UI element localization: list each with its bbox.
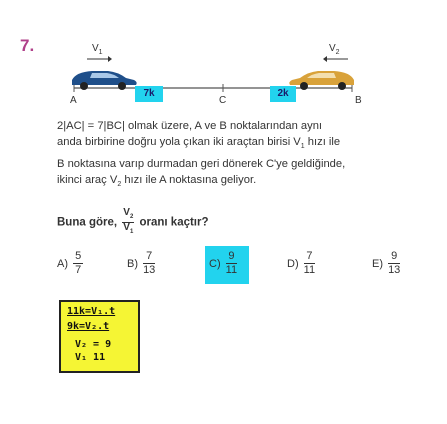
ratio-numerator (122, 208, 134, 223)
car-right-icon (289, 71, 354, 90)
option-e-letter: E) (372, 257, 383, 270)
option-d-den: 11 (303, 264, 316, 276)
question-number: 7. (20, 36, 35, 55)
problem-line-4-a: ikinci araç V (57, 174, 118, 187)
option-d[interactable] (287, 250, 315, 277)
question-stem (57, 208, 209, 237)
note-line-4: V₁ 11 (75, 352, 106, 363)
road-diagram (62, 62, 362, 98)
v1-letter: V (92, 43, 99, 54)
problem-line-1: 2|AC| = 7|BC| olmak üzere, A ve B noktalarından aynı (57, 120, 323, 132)
ratio-num-sub: 2 (129, 214, 134, 220)
segment-cb-note: 2k (270, 86, 296, 102)
v1-subscript: 1 (98, 49, 103, 56)
option-c[interactable] (205, 246, 249, 284)
note-line-3: V₂ = 9 (75, 339, 112, 350)
option-c-letter: C) (209, 257, 221, 270)
option-d-letter: D) (287, 257, 299, 270)
car-left-icon (72, 71, 137, 90)
problem-text (57, 118, 437, 194)
option-a-fraction (73, 250, 83, 277)
question-suffix: oranı kaçtır? (139, 216, 209, 229)
option-c-den: 11 (225, 264, 238, 276)
point-c-label: C (219, 95, 227, 106)
option-d-fraction (304, 250, 315, 277)
point-a-label: A (70, 95, 77, 106)
v2-subscript: 2 (335, 49, 340, 56)
option-d-num: 7 (304, 250, 315, 264)
option-c-num: 9 (226, 250, 237, 264)
problem-line-3: B noktasına varıp durmadan geri dönerek C'ye geldiğinde, (57, 157, 346, 170)
problem-line-4 (57, 172, 437, 194)
ratio-den-letter: V (123, 222, 130, 233)
note-line-2: 9k=V₂.t (67, 321, 110, 332)
option-b[interactable] (127, 250, 155, 277)
option-e-den: 13 (388, 264, 401, 276)
option-b-den: 13 (143, 264, 156, 276)
option-b-num: 7 (143, 250, 155, 264)
option-a-letter: A) (57, 257, 68, 270)
option-e-fraction (388, 250, 400, 277)
option-e[interactable] (372, 250, 400, 277)
problem-line-4-b: hızı ile A noktasına geliyor. (121, 174, 257, 187)
solution-note (59, 300, 140, 373)
option-b-fraction (143, 250, 155, 277)
option-c-fraction (226, 250, 237, 277)
problem-line-4-sub: 2 (117, 181, 122, 189)
ratio-fraction (122, 208, 134, 237)
note-line-1: 11k=V₁.t (67, 306, 116, 317)
option-e-num: 9 (388, 250, 400, 264)
ratio-den-sub: 1 (129, 229, 134, 235)
problem-line-2-a: anda birbirine doğru yola çıkan iki araçtan birisi V (57, 136, 301, 149)
option-c-inner (209, 250, 237, 277)
question-prefix: Buna göre, (57, 216, 118, 229)
segment-ac-note: 7k (135, 86, 163, 102)
ratio-denominator (122, 223, 134, 237)
problem-line-2-b: hızı ile (304, 136, 341, 149)
point-b-label: B (355, 95, 362, 106)
v2-letter: V (329, 43, 336, 54)
problem-line-2 (57, 134, 437, 156)
ratio-num-letter: V (123, 207, 130, 218)
problem-line-2-sub: 1 (300, 143, 305, 151)
option-a-den: 7 (75, 264, 82, 276)
option-a[interactable] (57, 250, 83, 277)
option-b-letter: B) (127, 257, 138, 270)
option-a-num: 5 (75, 250, 82, 262)
